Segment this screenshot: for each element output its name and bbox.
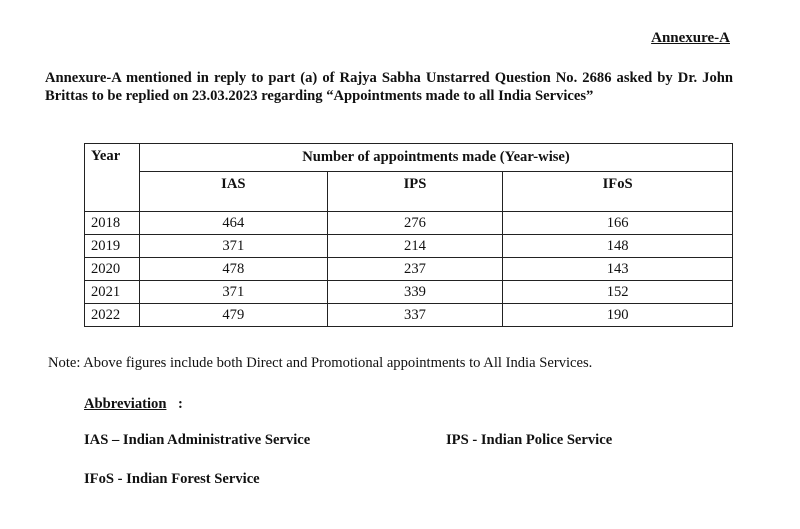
column-header-ips: IPS <box>327 172 503 212</box>
abbreviation-title: Abbreviation <box>84 396 167 412</box>
table-subheader-row <box>85 172 733 212</box>
table-row <box>85 235 733 258</box>
ifos-cell: 152 <box>503 281 733 304</box>
appointments-table <box>84 143 733 327</box>
note-text: Note: Above figures include both Direct and Promotional appointments to All India Services. <box>48 355 593 371</box>
abbreviation-ips: IPS - Indian Police Service <box>446 432 613 448</box>
ifos-cell: 143 <box>503 258 733 281</box>
annexure-label: Annexure-A <box>651 30 730 46</box>
abbreviation-colon: : <box>178 396 183 412</box>
ifos-cell: 148 <box>503 235 733 258</box>
abbreviation-ifos: IFoS - Indian Forest Service <box>84 471 260 487</box>
year-cell: 2019 <box>85 235 140 258</box>
table-row <box>85 212 733 235</box>
column-header-ias: IAS <box>140 172 328 212</box>
table-row <box>85 304 733 327</box>
ips-cell: 276 <box>327 212 503 235</box>
ips-cell: 337 <box>327 304 503 327</box>
ips-cell: 237 <box>327 258 503 281</box>
ifos-cell: 190 <box>503 304 733 327</box>
year-cell: 2021 <box>85 281 140 304</box>
table-header-row <box>85 144 733 172</box>
ias-cell: 464 <box>140 212 328 235</box>
ias-cell: 479 <box>140 304 328 327</box>
year-cell: 2020 <box>85 258 140 281</box>
abbreviation-ias: IAS – Indian Administrative Service <box>84 432 311 448</box>
ias-cell: 371 <box>140 235 328 258</box>
table-row <box>85 258 733 281</box>
table-row <box>85 281 733 304</box>
ifos-cell: 166 <box>503 212 733 235</box>
ips-cell: 339 <box>327 281 503 304</box>
ias-cell: 478 <box>140 258 328 281</box>
group-header: Number of appointments made (Year-wise) <box>140 144 733 172</box>
column-header-ifos: IFoS <box>503 172 733 212</box>
ias-cell: 371 <box>140 281 328 304</box>
year-cell: 2018 <box>85 212 140 235</box>
ips-cell: 214 <box>327 235 503 258</box>
year-header: Year <box>85 144 140 212</box>
year-cell: 2022 <box>85 304 140 327</box>
intro-paragraph: Annexure-A mentioned in reply to part (a) of Rajya Sabha Unstarred Question No. 2686 asked by Dr. John Brittas to be replied on 23.03.2023 regarding “Appointments made to all India Services” <box>45 70 733 104</box>
